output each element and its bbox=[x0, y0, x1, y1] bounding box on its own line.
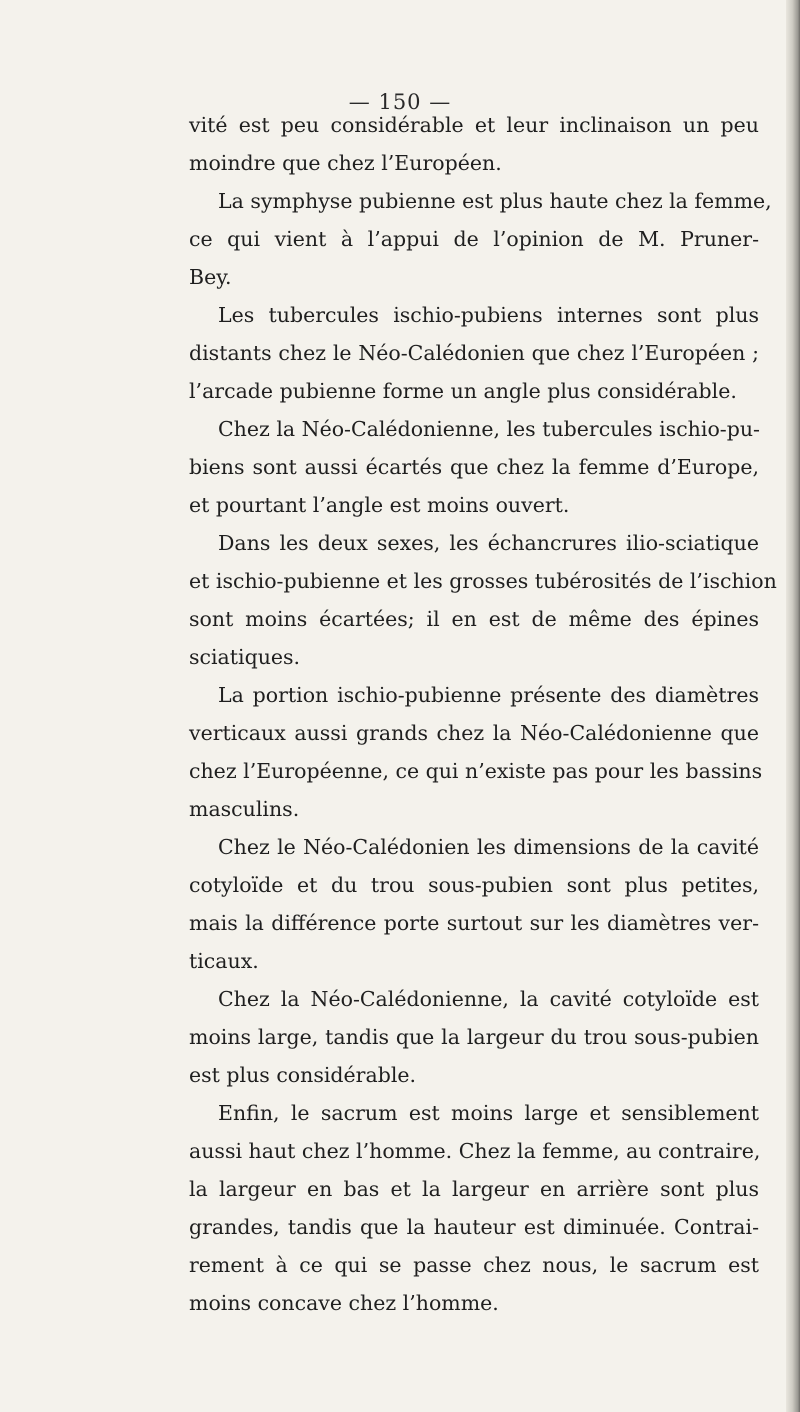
text-line: sont moins écartées; il en est de même des épines bbox=[189, 607, 759, 631]
text-line: verticaux aussi grands chez la Néo-Calédonienne que bbox=[189, 721, 759, 745]
text-line: vité est peu considérable et leur inclinaison un peu bbox=[189, 113, 759, 137]
text-line: moins concave chez l’homme. bbox=[189, 1291, 499, 1315]
text-line: masculins. bbox=[189, 797, 300, 821]
page-number: — 150 — bbox=[348, 90, 452, 114]
body-text bbox=[189, 106, 777, 1322]
text-line: Dans les deux sexes, les échancrures ilio-sciatique bbox=[218, 531, 759, 555]
text-line: biens sont aussi écartés que chez la femme d’Europe, bbox=[189, 455, 759, 479]
text-line: sciatiques. bbox=[189, 645, 301, 669]
text-line: Chez le Néo-Calédonien les dimensions de la cavité bbox=[218, 835, 759, 859]
text-line: Chez la Néo-Calédonienne, les tubercules ischio-pu- bbox=[218, 417, 760, 441]
text-line: mais la différence porte surtout sur les diamètres ver- bbox=[189, 911, 759, 935]
text-line: Bey. bbox=[189, 265, 232, 289]
text-line: La symphyse pubienne est plus haute chez la femme, bbox=[218, 189, 772, 213]
text-line: La portion ischio-pubienne présente des diamètres bbox=[218, 683, 759, 707]
text-line: la largeur en bas et la largeur en arrière sont plus bbox=[189, 1177, 759, 1201]
text-line: grandes, tandis que la hauteur est diminuée. Contrai- bbox=[189, 1215, 759, 1239]
text-line: rement à ce qui se passe chez nous, le sacrum est bbox=[189, 1253, 759, 1277]
text-line: Enfin, le sacrum est moins large et sensiblement bbox=[218, 1101, 759, 1125]
text-line: distants chez le Néo-Calédonien que chez l’Européen ; bbox=[189, 341, 759, 365]
text-line: aussi haut chez l’homme. Chez la femme, au contraire, bbox=[189, 1139, 761, 1163]
text-line: Les tubercules ischio-pubiens internes sont plus bbox=[218, 303, 759, 327]
text-line: Chez la Néo-Calédonienne, la cavité cotyloïde est bbox=[218, 987, 759, 1011]
page-edge-shadow bbox=[786, 0, 800, 1412]
text-line: chez l’Européenne, ce qui n’existe pas pour les bassins bbox=[189, 759, 763, 783]
text-line: moindre que chez l’Européen. bbox=[189, 151, 502, 175]
text-line: ticaux. bbox=[189, 949, 259, 973]
text-line: et pourtant l’angle est moins ouvert. bbox=[189, 493, 570, 517]
text-line: l’arcade pubienne forme un angle plus considérable. bbox=[189, 379, 737, 403]
text-line: est plus considérable. bbox=[189, 1063, 417, 1087]
text-line: cotyloïde et du trou sous-pubien sont plus petites, bbox=[189, 873, 759, 897]
text-line: ce qui vient à l’appui de l’opinion de M. Pruner- bbox=[189, 227, 759, 251]
text-line: moins large, tandis que la largeur du trou sous-pubien bbox=[189, 1025, 759, 1049]
text-line: et ischio-pubienne et les grosses tubérosités de l’ischion bbox=[189, 569, 777, 593]
